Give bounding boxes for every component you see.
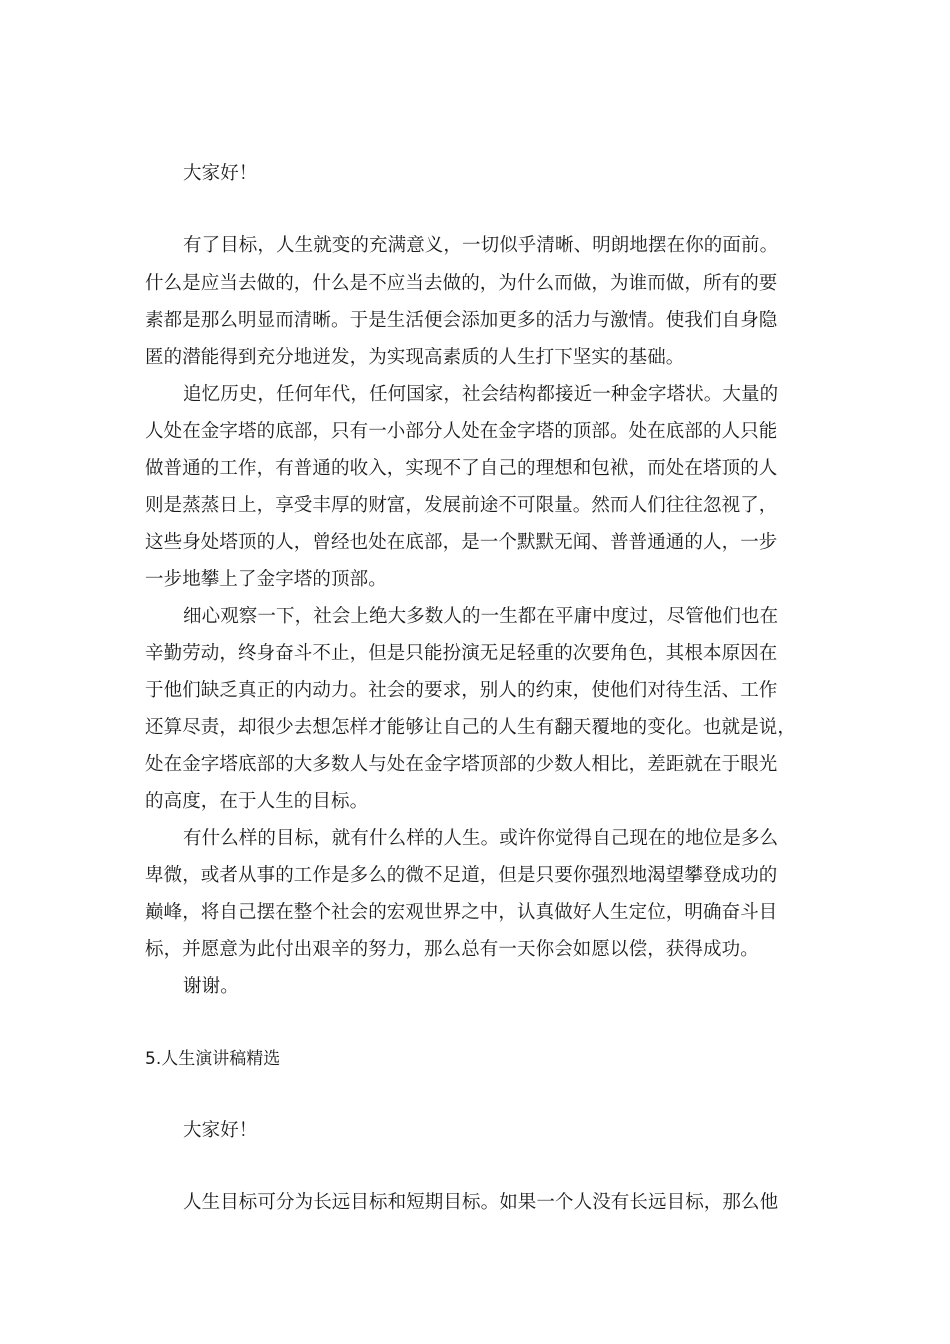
text-line: 标，并愿意为此付出艰辛的努力，那么总有一天你会如愿以偿，获得成功。 — [145, 939, 759, 960]
text-line: 处在金字塔底部的大多数人与处在金字塔顶部的少数人相比，差距就在于眼光 — [145, 754, 778, 775]
text-line: 什么是应当去做的，什么是不应当去做的，为什么而做，为谁而做，所有的要 — [145, 273, 778, 294]
text-line: 还算尽责，却很少去想怎样才能够让自己的人生有翻天覆地的变化。也就是说， — [145, 717, 797, 738]
text-line: 匿的潜能得到充分地迸发，为实现高素质的人生打下坚实的基础。 — [145, 347, 685, 368]
section-heading: 5.人生演讲稿精选 — [145, 1049, 281, 1069]
text-line: 巅峰，将自己摆在整个社会的宏观世界之中，认真做好人生定位，明确奋斗目 — [145, 902, 778, 923]
text-line: 则是蒸蒸日上，享受丰厚的财富，发展前途不可限量。然而人们往往忽视了， — [145, 495, 778, 516]
text-line: 有了目标，人生就变的充满意义，一切似乎清晰、明朗地摆在你的面前。 — [183, 235, 779, 256]
greeting: 大家好！ — [183, 163, 258, 184]
text-line: 细心观察一下，社会上绝大多数人的一生都在平庸中度过，尽管他们也在 — [183, 606, 779, 627]
text-line: 做普通的工作，有普通的收入，实现不了自己的理想和包袱，而处在塔顶的人 — [145, 458, 778, 479]
text-line: 这些身处塔顶的人，曾经也处在底部，是一个默默无闻、普普通通的人，一步 — [145, 532, 778, 553]
text-line: 素都是那么明显而清晰。于是生活便会添加更多的活力与激情。使我们自身隐 — [145, 310, 778, 331]
text-line: 人处在金字塔的底部，只有一小部分人处在金字塔的顶部。处在底部的人只能 — [145, 421, 778, 442]
text-line: 有什么样的目标，就有什么样的人生。或许你觉得自己现在的地位是多么 — [183, 828, 779, 849]
text-line: 人生目标可分为长远目标和短期目标。如果一个人没有长远目标，那么他 — [183, 1192, 779, 1213]
text-line: 的高度，在于人生的目标。 — [145, 791, 369, 812]
greeting: 大家好！ — [183, 1120, 258, 1141]
text-line: 辛勤劳动，终身奋斗不止，但是只能扮演无足轻重的次要角色，其根本原因在 — [145, 643, 778, 664]
text-line: 一步地攀上了金字塔的顶部。 — [145, 569, 387, 590]
closing-text: 谢谢。 — [183, 976, 239, 997]
text-line: 追忆历史，任何年代，任何国家，社会结构都接近一种金字塔状。大量的 — [183, 384, 779, 405]
text-line: 于他们缺乏真正的内动力。社会的要求，别人的约束，使他们对待生活、工作 — [145, 680, 778, 701]
text-line: 卑微，或者从事的工作是多么的微不足道，但是只要你强烈地渴望攀登成功的 — [145, 865, 778, 886]
